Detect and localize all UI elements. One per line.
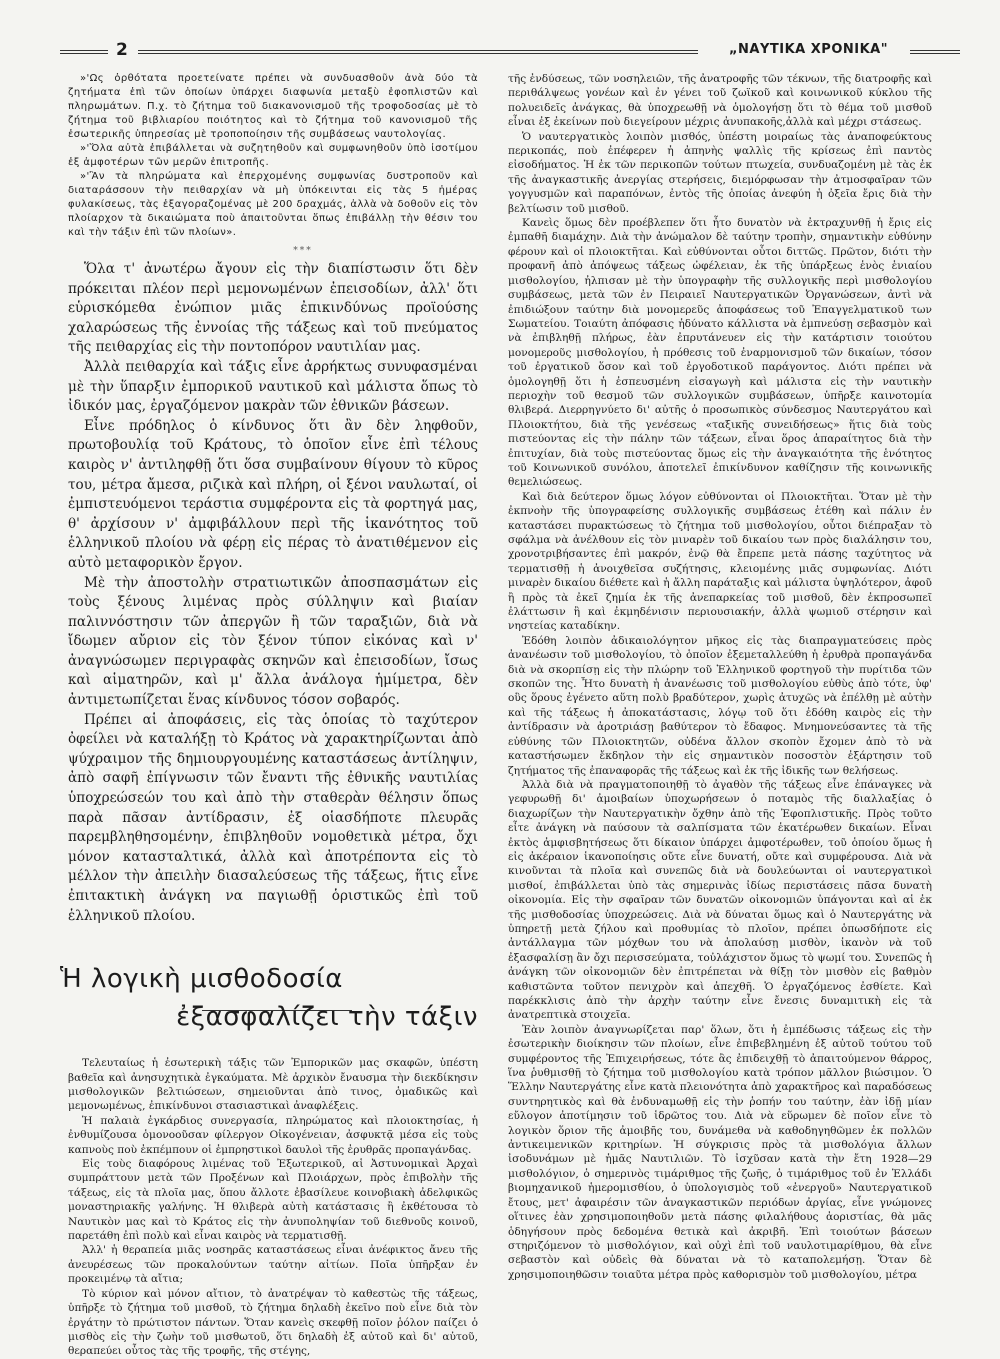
headline-line-2: ἐξασφαλίζει τὴν τάξιν xyxy=(176,1002,478,1033)
article-paragraph: Κανεὶς ὅμως δὲν προέβλεπεν ὅτι ἦτο δυνατὸν νὰ ἐκτραχυνθῇ ἡ ἔρις εἰς ἐμπαθῆ διαμάχην. Διὰ τὴν ἀνώμαλον δὲ ταύτην τροπὴν, σημαντικὴν εὐθύνην φέρουν καὶ οἱ πλοιοκτῆται. Καὶ εὐθύνονται οὗτοι διττῶς. Πρῶτον, διότι τὴν προφανῆ ἀπὸ ἀπόψεως τάξεως ὠφέλειαν, ἐκ τῆς ὑπάρξεως ἑνὸς ἑνιαίου μισθολογίου, ἠλπισαν μὲ τὴν ὑπογραφὴν τῆς συλλογικῆς περὶ μισθολογίου συμβάσεως, μετὰ τῶν ἐν Πειραιεῖ Ναυτεργατικῶν Ὀργανώσεων, ἀντὶ νὰ ἐπιδιώξουν ταύτην διὰ μονομερεῦς ἀποφάσεως τοῦ Ἐπαγγελματικοῦ των Σωματείου. Τοιαύτη ἀπόφασις ἠδύνατο κάλλιστα νὰ ἐμπνεύσῃ σεβασμὸν καὶ νὰ ἐπιβληθῇ πλήρως, ἐὰν ἐπρυτάνευεν εἰς τὴν κατάρτισιν τοιούτου μονομεροῦς μισθολογίου, ἡ πρόθεσις τοῦ ἐναρμονισμοῦ τῶν δικαίων, τόσον τοῦ ἐργατικοῦ ὅσον καὶ τοῦ ἐργοδοτικοῦ παράγοντος. Διότι πρέπει νὰ ὁμολογηθῇ ὅτι ἡ ἐσπευσμένη εἰσαγωγὴ καὶ μάλιστα εἰς τὴν ναυτικὴν περιοχὴν τοῦ θεσμοῦ τῶν συλλογικῶν συμβάσεων, ὑπῆρξε καινοτομία θλιβερά. Διερρηγνύετο δι' αὐτῆς ὁ προσωπικὸς σύνδεσμος Ναυτεργάτου καὶ Πλοιοκτήτου, διὰ τῆς γενέσεως «ταξικῆς συνειδήσεως» ἥτις διὰ τοὺς πιστεύοντας εἰς τὴν πάλην τῶν τάξεων, εἶναι ὅρος ἀπαραίτητος διὰ τὴν ἐπιτυχίαν, διὰ τοὺς πιστεύοντας ὅμως εἰς τὴν ἀναγκαιότητα τῆς ἑνότητος τοῦ Κοινωνικοῦ συνόλου, ἀποτελεῖ ἐπικίνδυνον καθίζησιν τῆς κοινωνικῆς θεμελιώσεως. xyxy=(508,217,932,489)
article-paragraph: Ἀλλ' ἡ θεραπεία μιᾶς νοσηρᾶς καταστάσεως εἶναι ἀνέφικτος ἄνευ τῆς ἀνευρέσεως τῶν προκαλούντων ταύτην αἰτίων. Ποῖα ὑπῆρξαν ἐν προκειμένῳ τὰ αἴτια; xyxy=(68,1244,478,1286)
quote-paragraph: »'Ως ὀρθότατα προετείνατε πρέπει νὰ συνδυασθοῦν ἀνὰ δύο τὰ ζητήματα ἐπὶ τῶν ὁποίων ὑπάρχει διαφωνία μεταξὺ ἐφοπλιστῶν καὶ πληρωμάτων. Π.χ. τὸ ζήτημα τοῦ διακανονισμοῦ τῆς τροφοδοσίας μὲ τὸ ζήτημα τοῦ βιβλιαρίου ποιότητος καὶ τὸ ζήτημα τοῦ κανονισμοῦ τῆς ἐσωτερικῆς ὑπηρεσίας μὲ τροποποίησιν τῆς συμβάσεως ναυτολογίας. xyxy=(68,73,478,140)
article-paragraph: τῆς ἐνδύσεως, τῶν νοσηλειῶν, τῆς ἀνατροφῆς τῶν τέκνων, τῆς διατροφῆς καὶ περιθάλψεως γονέων καὶ ἐν γένει τοῦ ζωϊκοῦ καὶ κοινωνικοῦ κύκλου τῆς πολυειδεῖς ἀνάγκας, θὰ ὑποχρεωθῇ νὰ ὁμολογήσῃ ὅτι τὸ θέμα τοῦ μισθοῦ εἶναι ἐξ ἐκείνων ποὺ διεγείρουν μέχρις ἀνυπακοῆς,ἀλλὰ καὶ μέχρι στάσεως. xyxy=(508,73,932,129)
right-column xyxy=(508,72,932,1281)
body-paragraph: Πρέπει αἱ ἀποφάσεις, εἰς τὰς ὁποίας τὸ ταχύτερον ὀφείλει νὰ καταλήξῃ τὸ Κράτος νὰ χαρακτηρίζωνται ἀπὸ ψύχραιμον τῆς δημιουργουμένης καταστάσεως ἀντίληψιν, ἀπὸ σαφῆ ἐπίγνωσιν τῶν ἔναντι τῆς ἐθνικῆς ναυτιλίας ὑποχρεώσεών του καὶ ἀπὸ τὴν σταθερὰν θέλησιν ὅπως παρὰ πᾶσαν ἀντίδρασιν, ἐξ οἱασδήποτε πλευρᾶς παρεμβληθησομένην, ἐπιβληθοῦν νομοθετικὰ μέτρα, ὄχι μόνον κατασταλτικά, ἀλλὰ καὶ ἀποτρέποντα εἰς τὸ μέλλον τὴν ἀπειλὴν διασαλεύσεως τῆς τάξεως, ἥτις εἶνε ἐπιτακτικὴ ἀνάγκη να παγιωθῇ ὁριστικῶς ἐπὶ τοῦ ἑλληνικοῦ πλοίου. xyxy=(68,711,478,924)
quote-paragraph: »'Ἂν τὰ πληρώματα καὶ ἐπερχομένης συμφωνίας δυστροποῦν καὶ διαταράσσουν τὴν πειθαρχίαν νὰ μὴ ὑπόκεινται εἰς τὰς 5 ἡμέρας φυλακίσεως, τὰς ἐξαγοραζομένας μὲ 200 δραχμάς, ἀλλὰ νὰ δοθοῦν εἰς τὸν πλοίαρχον τὰ δικαιώματα ποὺ ἀπαιτοῦνται ὅπως ἐπιβάλλῃ τὴν θέσιν του καὶ τὴν τάξιν ἐπὶ τῶν πλοίων». xyxy=(68,171,478,238)
section-divider-stars: *** xyxy=(293,246,313,256)
article-paragraph: Ὁ ναυτεργατικὸς λοιπὸν μισθός, ὑπέστη μοιραίως τὰς ἀναποφεύκτους περικοπάς, ποὺ ἐπέφερεν ἡ ἀπηνὴς ψαλλὶς τῆς κρίσεως ἐπὶ παντὸς εἰσοδήματος. Ἡ ἐκ τῶν περικοπῶν τούτων πτωχεία, συνδυαζομένη μὲ τὰς ἐκ τῆς ἀναγκαστικῆς ἀνεργίας στερήσεις, διεμόρφωσαν τὴν ἀτμοσφαῖραν τῶν γογγυσμῶν καὶ παραπόνων, ἐντὸς τῆς ὁποίας ἀνεφύη ἡ ὀξεῖα ἔρις διὰ τὴν βελτίωσιν τοῦ μισθοῦ. xyxy=(508,130,932,215)
article-headline xyxy=(60,964,478,1036)
masthead: „ΝΑΥΤΙΚΑ ΧΡΟΝΙΚΑ" xyxy=(729,42,888,57)
article-body xyxy=(68,1056,478,1359)
header-rule-left xyxy=(60,50,108,54)
article-paragraph: Τελευταίως ἡ ἐσωτερικὴ τάξις τῶν Ἐμπορικῶν μας σκαφῶν, ὑπέστη βαθεῖα καὶ ἀνησυχητικὰ ἐγκαύματα. Μὲ ἀρχικὸν ἔναυσμα τὴν διεκδίκησιν μισθολογικῶν βελτιώσεων, σημειοῦνται ἀπὸ τινος, ὁμαδικῶς καὶ μεμονωμένως, ἐπικίνδυνοι στασιαστικαὶ ἀναφλέξεις. xyxy=(68,1057,478,1113)
body-paragraph: Ἀλλὰ πειθαρχία καὶ τάξις εἶνε ἀρρήκτως συνυφασμέναι μὲ τὴν ὕπαρξιν ἐμπορικοῦ ναυτικοῦ καὶ μάλιστα ὅπως τὸ ἰδικόν μας, ἐργαζόμενον μακρὰν τῶν ἐθνικῶν βάσεων. xyxy=(68,358,478,415)
quoted-proposals xyxy=(68,72,478,240)
article-paragraph: Ἀλλὰ διὰ νὰ πραγματοποιηθῇ τὸ ἀγαθὸν τῆς τάξεως εἶνε ἐπάναγκες νὰ γεφυρωθῇ δι' ἀμοιβαίων ὑποχωρήσεων ὁ ποταμὸς τῆς διαλλαξίας ὁ διαχωρίζων τὴν Ναυτεργατικὴν ὄχθην ἀπὸ τῆς Ἐφοπλιστικῆς. Πρὸς τοῦτο εἶτε ἀνάγκη νὰ παύσουν τὰ σαλπίσματα τῶν ἑκατέρωθεν δικαίων. Εἶναι ἐκτὸς ἀμφισβητήσεως ὅτι δίκαιον ὑπάρχει ἀμφοτέρωθεν, τοῦ ὁποίου ὅμως ἡ εἰς ἀκέραιον ἱκανοποίησις οὔτε εἶνε δυνατή, οὔτε καὶ συμφέρουσα. Διὰ νὰ κινοῦνται τὰ πλοῖα καὶ συνεπῶς διὰ νὰ δουλεύωνται οἱ ναυτεργατικοὶ μισθοί, ἐπιβάλλεται ὑπὸ τὰς σημερινὰς ἰδίως περιστάσεις πᾶσα δυνατὴ οἰκονομία. Εἰς τὴν σφαῖραν τῶν δυνατῶν οἰκονομιῶν ὑπάγονται καὶ αἱ ἐκ τῆς μισθοδοσίας ὑποχρεώσεις. Διὰ νὰ δύναται ὅμως καὶ ὁ Ναυτεργάτης νὰ ὑπηρετῇ μετὰ ζήλου καὶ προθυμίας τὸ πλοῖον, πρέπει ὁπωσδήποτε εἰς ἀντάλλαγμα τῶν μόχθων του νὰ ἀπολαύσῃ μισθὸν, ἱκανὸν νὰ τοῦ ἐξασφαλίσῃ ἂν ὄχι περισσεύματα, τοὐλάχιστον ὅμως τὸ ψωμί του. Συνεπῶς ἡ ἀνάγκη τῶν οἰκονομιῶν δὲν ἐπιτρέπεται νὰ θίξῃ τὸν μισθὸν εἰς βαθμὸν καθιστῶντα τοῦτον πενιχρὸν καὶ ἀπεχθῆ. Ὁ ἐργαζόμενος ἐσθίετε. Καὶ παρέκκλισις ἀπὸ τὴν ἀρχὴν ταύτην εἶνε ἔνεσις δυναμιτικὴ εἰς τὰ ἀνατρεπτικὰ στοιχεῖα. xyxy=(508,778,932,1022)
page-header xyxy=(60,40,960,62)
body-paragraph: Μὲ τὴν ἀποστολὴν στρατιωτικῶν ἀποσπασμάτων εἰς τοὺς ξένους λιμένας πρὸς σύλληψιν καὶ βιαίαν παλιννόστησιν τῶν ἀπεργῶν ἢ τῶν ταραξιῶν, διὰ νὰ ἴδωμεν αὔριον εἰς τὸν ξένον τύπον εἰκόνας καὶ ν' ἀναγνώσωμεν περιγραφὰς σκηνῶν καὶ ἐπεισοδίων, ἴσως καὶ αἱματηρῶν, καὶ μ' ἄλλα ἀνάλογα ἡμίμετρα, δὲν ἀντιμετωπίζεται ἕνας κίνδυνος τόσον σοβαρός. xyxy=(68,574,478,709)
body-paragraph: Εἶνε πρόδηλος ὁ κίνδυνος ὅτι ἂν δὲν ληφθοῦν, πρωτοβουλίᾳ τοῦ Κράτους, τὸ ὁποῖον εἶνε ἐπὶ τέλους καιρὸς ν' ἀντιληφθῇ ὅτι ὅσα συμβαίνουν θίγουν τὸ κῦρος του, μέτρα ἄμεσα, ριζικὰ καὶ πλήρη, οἱ ξένοι ναυλωταί, οἱ ἐμπιστευόμενοι τεράστια συμφέροντα εἰς τὰ φορτηγά μας, θ' ἀρχίσουν ν' ἀμφιβάλλουν περὶ τῆς ἱκανότητος τοῦ ἑλληνικοῦ πλοίου νὰ φέρῃ εἰς πέρας τὸ ἀνατιθέμενον εἰς αὐτὸ μεταφορικὸν ἔργον. xyxy=(68,417,478,571)
article-continuation xyxy=(508,72,932,1282)
header-rule-middle xyxy=(138,50,698,54)
article-paragraph: Ἐδόθη λοιπὸν ἀδικαιολόγητον μῆκος εἰς τὰς διαπραγματεύσεις πρὸς ἀνανέωσιν τοῦ μισθολογίου, τὸ ὁποῖον ἐξεμεταλλεύθη ἡ ἐρυθρὰ προπαγάνδα διὰ νὰ σκορπίσῃ εἰς τὴν πλώρην τοῦ Ἑλληνικοῦ φορτηγοῦ τὴν πυρίτιδα τῶν σκοπῶν της. Ἦτο δυνατὴ ἡ ἀνανέωσις τοῦ μισθολογίου εὐθὺς ἀπὸ τότε, ὑφ' οὓς ὅρους ἐγένετο αὕτη πολὺ βραδύτερον, χωρὶς ἀτυχῶς νὰ ἐπέλθῃ μὲ αὐτὴν καὶ τῆς τάξεως ἡ ἀποκατάστασις, λόγῳ τοῦ ὅτι ἐδόθη καιρὸς εἰς τὴν ἀντίδρασιν νὰ ἀροτριάσῃ βαθύτερον τὸ ἔδαφος. Μνημονεύσαντες τὰ τῆς εὐθύνης τῶν Πλοιοκτητῶν, οὐδένα ἄλλον σκοπὸν ἔχομεν ἀπὸ τὸ νὰ καταστήσωμεν ἔκδηλον τὴν εἰς σημαντικὸν ποσοστὸν ἐξάρτησιν τοῦ ζητήματος τῆς ἐπαναφορᾶς τῆς τάξεως καὶ ἐκ τῆς ἰδικῆς των θελήσεως. xyxy=(508,634,932,777)
article-paragraph: Τὸ κύριον καὶ μόνον αἴτιον, τὸ ἀνατρέψαν τὸ καθεστὼς τῆς τάξεως, ὑπῆρξε τὸ ζήτημα τοῦ μισθοῦ, τὸ ζήτημα δηλαδὴ ἐκεῖνο ποὺ εἶνε διὰ τὸν ἐργάτην τὸ πρώτιστον πάντων. Ὅταν κανεὶς σκεφθῇ ποῖον ῥόλον παίζει ὁ μισθὸς εἰς τὴν ζωὴν τοῦ μισθωτοῦ, ὅτι δηλαδὴ ἐξ αὐτοῦ καὶ δι' αὐτοῦ, θεραπεύει οὗτος τὰς τῆς τροφῆς, τῆς στέγης, xyxy=(68,1287,478,1358)
page-number: 2 xyxy=(116,40,128,60)
article-paragraph: Ἐὰν λοιπὸν ἀναγνωρίζεται παρ' ὅλων, ὅτι ἡ ἐμπέδωσις τάξεως εἰς τὴν ἐσωτερικὴν διοίκησιν τῶν πλοίων, εἶνε ἐπιβεβλημένη ἐξ αὐτοῦ τούτου τοῦ συμφέροντος τῆς Ἐπιχειρήσεως, τότε ἂς ἐπιδειχθῇ τὸ ἀπαιτούμενον θάρρος, ἵνα ῥυθμισθῇ τὸ ζήτημα τοῦ μισθολογίου κατὰ τρόπον μᾶλλον βιώσιμον. Ὁ Ἕλλην Ναυτεργάτης εἶνε κατὰ πλειονότητα ἀπὸ χαρακτῆρος καὶ παραδόσεως συντηρητικὸς καὶ θὰ ἐνδυναμωθῇ εἰς τὴν ῥοπήν του ταύτην, ἐὰν ἰδῇ μίαν εὔλογον ἀποτίμησιν τοῦ ἱδρῶτος του. Διὰ νὰ εὕρωμεν δὲ ποῖον εἶνε τὸ λογικὸν ὅριον τῆς ἀμοιβῆς του, δυνάμεθα νὰ καθοδηγηθῶμεν ἐκ πολλῶν ἀντικειμενικῶν κριτηρίων. Ἡ σύγκρισις πρὸς τὰ μισθολόγια ἄλλων ἰσοδυνάμων μὲ ἡμᾶς Ναυτιλιῶν. Τὸ ἰσχῦσαν κατὰ τὴν ἔτη 1928—29 μισθολόγιον, ὁ σημερινὸς τιμάριθμος τῆς ζωῆς, ὁ τιμάριθμος τοῦ ἐν Ἑλλάδι βιομηχανικοῦ ἡμερομισθίου, ὁ ὑπολογισμὸς τοῦ «ἐνεργοῦ» Ναυτεργατικοῦ ἔτους, μετ' ἀφαιρέσιν τῶν ἀναγκαστικῶν περιόδων ἀργίας, εἶνε γνώμονες οἵτινες ἐὰν χρησιμοποιηθοῦν μετὰ πάσης φιλαλήθους ἀοριστίας, θὰ μᾶς ὁδηγήσουν πρὸς δεδομένα θετικὰ καὶ ἀκριβῆ. Ἐπὶ τοιούτων βάσεων στηριζόμενον τὸ μισθολόγιον, καὶ οὐχὶ ἐπὶ τοῦ ναυλοτιμαρίθμου, θὰ εἶνε σεβαστὸν καὶ οὐδεὶς θὰ δύναται νὰ τὸ καταπολεμήσῃ. Ὅταν δὲ χρησιμοποιηθῶσιν τοιαῦτα μέτρα πρὸς καθορισμὸν τοῦ μισθολογίου, μέτρα xyxy=(508,1023,932,1281)
article-paragraph: Εἰς τοὺς διαφόρους λιμένας τοῦ Ἐξωτερικοῦ, αἱ Ἀστυνομικαὶ Ἀρχαὶ συμπράττουν μετὰ τῶν Προξένων καὶ Πλοιάρχων, πρὸς ἐπιβολὴν τῆς τάξεως, εἰς τὰ πλοῖα μας, ὅπου ἄλλοτε ἐβασίλευε κοινοβιακὴ ἀδελφικῶς μοναστηριακῆς γαλήνης. Ἡ θλιβερὰ αὐτὴ κατάστασις ἢ ἐκθέτουσα τὸ Ναυτικὸν μας καὶ τὸ Κράτος εἰς τὴν ἀνυποληψίαν τοῦ διεθνοῦς κοινοῦ, παρετάθη ἐπὶ πολὺ καὶ εἶναι καιρὸς νὰ τερματισθῇ. xyxy=(68,1158,478,1243)
left-column xyxy=(60,72,478,1358)
quote-paragraph: »'Ὅλα αὐτὰ ἐπιβάλλεται νὰ συζητηθοῦν καὶ συμφωνηθοῦν ὑπὸ ἰσοτίμου ἐξ ἀμφοτέρων τῶν μερῶν ἐπιτροπῆς. xyxy=(68,143,478,168)
headline-line-1: Ἡ λογικὴ μισθοδοσία xyxy=(60,964,343,995)
body-paragraph: Ὅλα τ' ἀνωτέρω ἄγουν εἰς τὴν διαπίστωσιν ὅτι δὲν πρόκειται πλέον περὶ μεμονωμένων ἐπεισοδίων, ἀλλ' ὅτι εὑρισκόμεθα ἐνώπιον μιᾶς ἐπικινδύνως προϊούσης χαλαρώσεως τῆς ἐννοίας τῆς τάξεως καὶ τοῦ πνεύματος τῆς πειθαρχίας εἰς τὴν ποντοπόρον ναυτιλίαν μας. xyxy=(68,261,478,356)
article-paragraph: Ἡ παλαιὰ ἐγκάρδιος συνεργασία, πληρώματος καὶ πλοιοκτησίας, ἡ ἐνθυμίζουσα ὁμονοοῦσαν φίλεργον Οἰκογένειαν, ἀσφυκτᾷ μέσα εἰς τοὺς καπνοὺς ποὺ ἐκπέμπουν οἱ ἐμπρηστικοὶ δαυλοὶ τῆς ἐρυθρᾶς προπαγάνδας. xyxy=(68,1114,478,1156)
editorial-body xyxy=(68,260,478,926)
header-rule-right xyxy=(910,50,960,54)
article-paragraph: Καὶ διὰ δεύτερον ὅμως λόγον εὐθύνονται οἱ Πλοιοκτῆται. Ὅταν μὲ τὴν ἐκπνοὴν τῆς ὑπογραφείσης συλλογικῆς συμβάσεως ἐτέθη καὶ πάλιν ἐν καταστάσει πυρακτώσεως τὸ ζήτημα τοῦ μισθολογίου, οὗτοι διέπραξαν τὸ σφάλμα νὰ ἀνέλθουν εἰς τὸν μιναρὲν τοῦ δικαίου των πρὸς διαλάλησιν του, χρονοτριβήσαντες ἐπὶ μακρόν, ἐνῷ θὰ ἔπρεπε μετὰ πάσης ταχύτητος νὰ τερματισθῇ ἡ ἀνοιχθεῖσα συζήτησις, κλειομένης μιᾶς συμφωνίας. Διότι μιναρὲν δικαίου διέθετε καὶ ἡ ἄλλη παράταξις καὶ μάλιστα ὑψηλότερον, ἀφοῦ ἢ πρὸς τὰ ἐκεῖ ζημία ἐκ τῆς ἀνεπαρκείας τοῦ μισθοῦ, δὲν ἐκπροσωπεῖ ἐλάττωσιν ἢ καὶ ἐκμηδένισιν περιουσιακήν, ἀλλὰ ψωμιοῦ στέρησιν καὶ νηστείας καταδίκην. xyxy=(508,490,932,633)
